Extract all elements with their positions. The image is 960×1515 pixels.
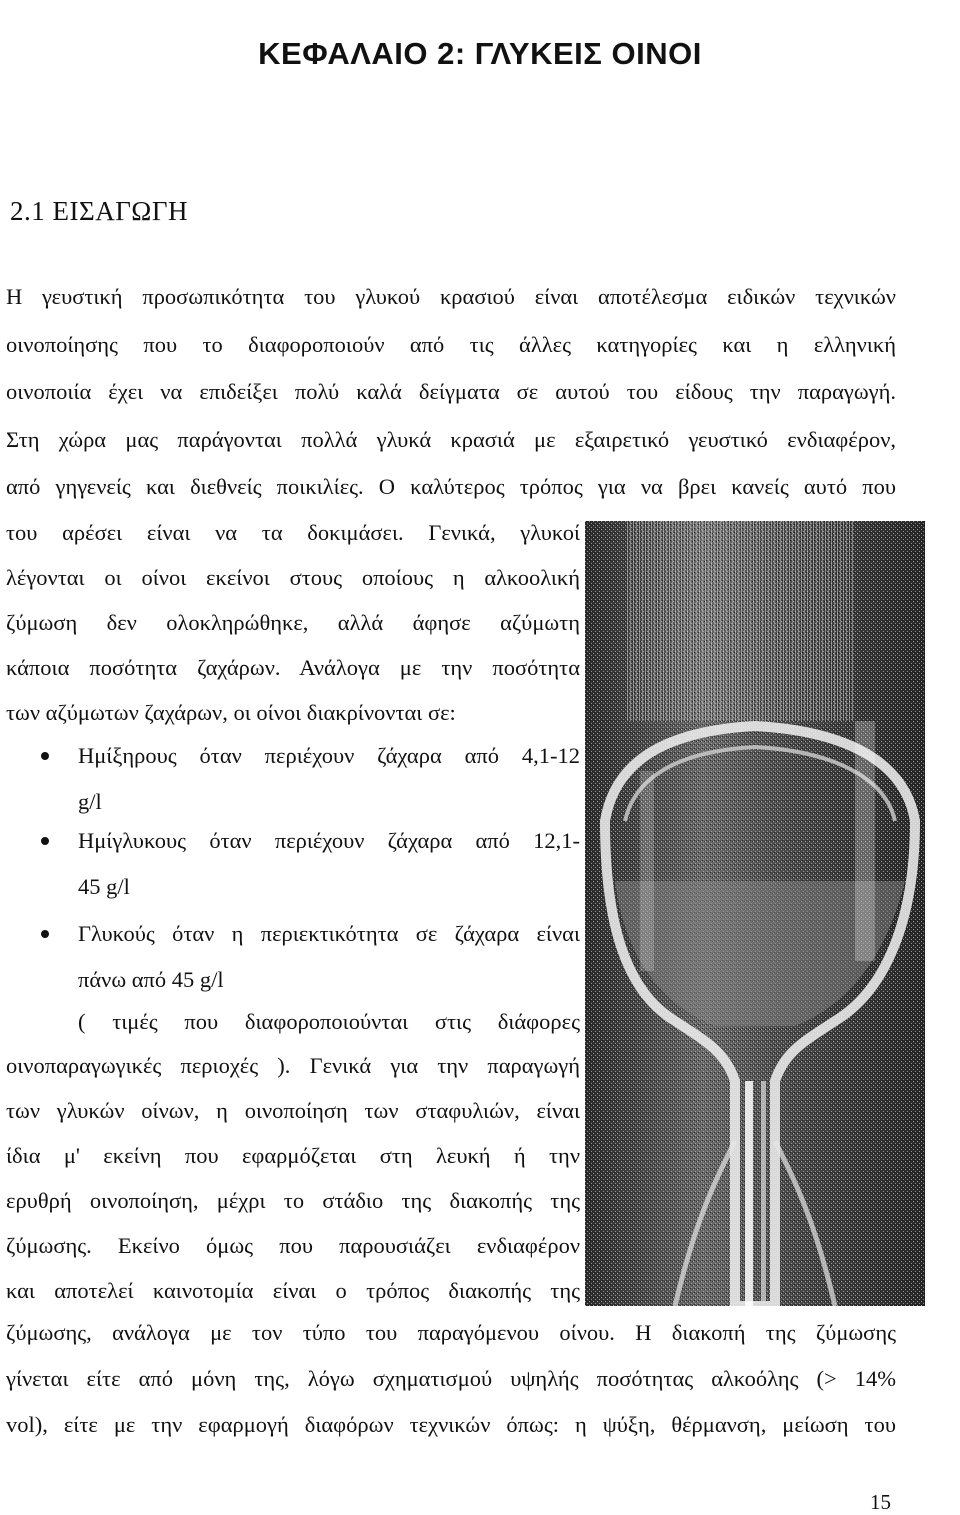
bullet-icon [41, 837, 49, 845]
wine-glass-photo [585, 521, 925, 1306]
body-line: του αρέσει είναι να τα δοκιμάσει. Γενικά, γλυκοί [6, 520, 580, 545]
body-line: ζύμωσης. Εκείνο όμως που παρουσιάζει ενδιαφέρον [6, 1233, 580, 1258]
body-line: γίνεται είτε από μόνη της, λόγω σχηματισμού υψηλής ποσότητας αλκοόλης (> 14% [6, 1366, 896, 1391]
bullet-item: Ημίξηρους όταν περιέχουν ζάχαρα από 4,1-12 [78, 743, 580, 768]
body-line: οινοποίησης που το διαφοροποιούν από τις άλλες κατηγορίες και η ελληνική [6, 332, 896, 357]
body-line: λέγονται οι οίνοι εκείνοι στους οποίους η αλκοολική [6, 565, 580, 590]
body-line: vol), είτε με την εφαρμογή διαφόρων τεχνικών όπως: η ψύξη, θέρμανση, μείωση του [6, 1412, 896, 1437]
bullet-item-continued: 45 g/l [78, 874, 130, 899]
body-line: ζύμωσης, ανάλογα με τον τύπο του παραγόμενου οίνου. Η διακοπή της ζύμωσης [6, 1320, 896, 1345]
body-line: ίδια μ' εκείνη που εφαρμόζεται στη λευκή ή την [6, 1143, 580, 1168]
body-line: οινοπαραγωγικές περιοχές ). Γενικά για την παραγωγή [6, 1053, 580, 1078]
bullet-item: Ημίγλυκους όταν περιέχουν ζάχαρα από 12,1- [78, 828, 580, 853]
body-line: ζύμωση δεν ολοκληρώθηκε, αλλά άφησε αζύμωτη [6, 610, 580, 635]
body-line: των αζύμωτων ζαχάρων, οι οίνοι διακρίνονται σε: [6, 700, 456, 725]
body-line: Η γευστική προσωπικότητα του γλυκού κρασιού είναι αποτέλεσμα ειδικών τεχνικών [6, 284, 896, 309]
body-line: οινοποιία έχει να επιδείξει πολύ καλά δείγματα σε αυτού του είδους την παραγωγή. [6, 379, 896, 404]
bullet-item: Γλυκούς όταν η περιεκτικότητα σε ζάχαρα είναι [78, 921, 580, 946]
body-line: ερυθρή οινοποίηση, μέχρι το στάδιο της διακοπής της [6, 1188, 580, 1213]
bullet-icon [41, 752, 49, 760]
bullet-item-continued: g/l [78, 789, 102, 814]
bullet-icon [41, 930, 49, 938]
body-line: ( τιμές που διαφοροποιούνται στις διάφορες [78, 1009, 580, 1034]
body-line: κάποια ποσότητα ζαχάρων. Ανάλογα με την ποσότητα [6, 655, 580, 680]
page-number: 15 [870, 1490, 891, 1514]
body-line: των γλυκών οίνων, η οινοποίηση των σταφυλιών, είναι [6, 1098, 580, 1123]
wine-glass-drawing [585, 521, 925, 1306]
section-heading: 2.1 ΕΙΣΑΓΩΓΗ [10, 196, 188, 226]
chapter-title: ΚΕΦΑΛΑΙΟ 2: ΓΛΥΚΕΙΣ ΟΙΝΟΙ [258, 36, 702, 71]
body-line: από γηγενείς και διεθνείς ποικιλίες. Ο καλύτερος τρόπος για να βρει κανείς αυτό που [6, 474, 896, 499]
body-line: και αποτελεί καινοτομία είναι ο τρόπος διακοπής της [6, 1278, 580, 1303]
bullet-item-continued: πάνω από 45 g/l [78, 967, 224, 992]
body-line: Στη χώρα μας παράγονται πολλά γλυκά κρασιά με εξαιρετικό γευστικό ενδιαφέρον, [6, 427, 896, 452]
